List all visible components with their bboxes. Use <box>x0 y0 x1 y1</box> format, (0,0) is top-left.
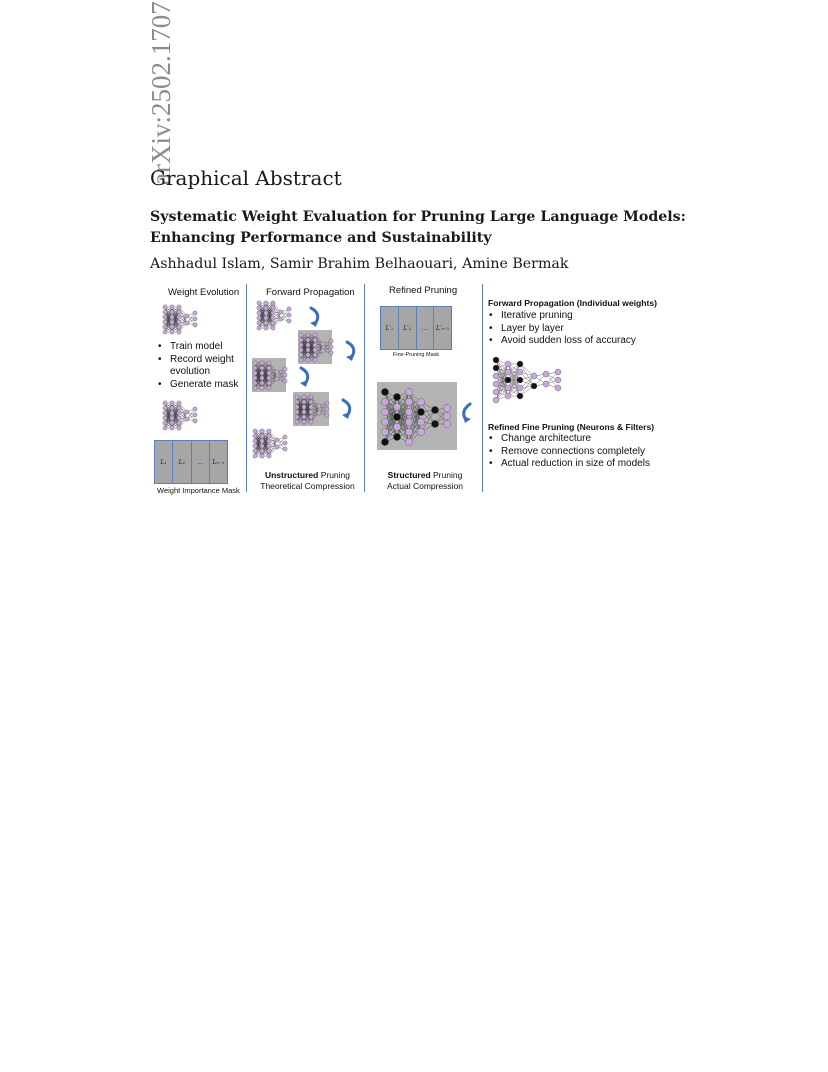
caption-rest: Pruning <box>318 470 351 480</box>
fine-pruning-mask-caption: Fine-Pruning Mask <box>393 352 440 358</box>
section-title: Graphical Abstract <box>150 166 342 190</box>
refined-pruning-description-heading: Refined Fine Pruning (Neurons & Filters) <box>488 422 655 432</box>
forward-propagation-description-heading: Forward Propagation (Individual weights) <box>488 298 658 308</box>
bullet-item: • Layer by layer <box>487 323 677 336</box>
paper-title-line-1: Systematic Weight Evaluation for Pruning Large Language Models: <box>150 209 686 225</box>
mask-cell: L₂ <box>173 441 191 483</box>
network-icon <box>162 304 202 341</box>
caption-bold: Unstructured <box>264 470 319 480</box>
mask-cell: Lₙ₋₁ <box>212 458 225 466</box>
column-divider <box>482 284 483 492</box>
arxiv-watermark: arXiv:2502.1707 <box>146 1 176 185</box>
caption-line-2: Actual Compression <box>386 481 464 491</box>
curved-arrow-icon <box>308 306 324 333</box>
mask-cell: L₁ <box>155 441 173 483</box>
mask-cell: ... <box>417 307 435 349</box>
network-icon <box>252 360 292 397</box>
bullet-item: • Generate mask <box>156 379 246 392</box>
network-icon <box>379 386 453 453</box>
paper-title <box>150 207 710 249</box>
bullet-item: • Iterative pruning <box>487 310 677 323</box>
curved-arrow-icon <box>344 340 360 367</box>
paper-authors: Ashhadul Islam, Samir Brahim Belhaouari, Amine Bermak <box>150 256 569 272</box>
structured-pruning-caption <box>380 470 470 492</box>
mask-cell: ... <box>192 441 210 483</box>
refined-pruning-bullets <box>487 433 677 471</box>
caption-rest: Pruning <box>430 470 463 480</box>
curved-arrow-icon <box>340 398 356 425</box>
bullet-item: • Train model <box>156 341 246 354</box>
network-icon <box>294 394 334 431</box>
network-icon <box>298 332 338 369</box>
network-icon <box>162 400 202 437</box>
bullet-item: • Avoid sudden loss of accuracy <box>487 335 677 348</box>
forward-propagation-bullets <box>487 310 677 348</box>
caption-bold: Structured <box>387 470 431 480</box>
column-divider <box>364 284 365 492</box>
unstructured-pruning-caption <box>260 470 355 492</box>
paper-title-line-2: Enhancing Performance and Sustainability <box>150 230 492 246</box>
mask-cell: L′₁ <box>381 307 399 349</box>
mask-cell: L′ₙ₋₁ <box>435 324 450 332</box>
weight-importance-mask-caption: Weight Importance Mask <box>157 486 240 495</box>
weight-evolution-bullets <box>156 341 246 395</box>
column-divider <box>246 284 247 492</box>
weight-importance-mask <box>154 440 228 484</box>
bullet-item: • Actual reduction in size of models <box>487 458 677 471</box>
network-icon <box>256 300 296 337</box>
curved-arrow-icon <box>298 366 314 393</box>
bullet-item: • Remove connections completely <box>487 446 677 459</box>
forward-propagation-heading: Forward Propagation <box>266 287 355 298</box>
network-icon <box>490 356 566 409</box>
network-icon <box>252 428 292 465</box>
caption-line-2: Theoretical Compression <box>260 481 355 491</box>
bullet-item: • Record weight evolution <box>156 354 246 379</box>
weight-evolution-heading: Weight Evolution <box>168 287 240 298</box>
curved-arrow-icon <box>458 402 474 429</box>
mask-cell: L′₂ <box>399 307 417 349</box>
bullet-item: • Change architecture <box>487 433 677 446</box>
refined-pruning-heading: Refined Pruning <box>389 285 458 296</box>
graphical-abstract-figure <box>148 282 678 502</box>
fine-pruning-mask <box>380 306 452 350</box>
